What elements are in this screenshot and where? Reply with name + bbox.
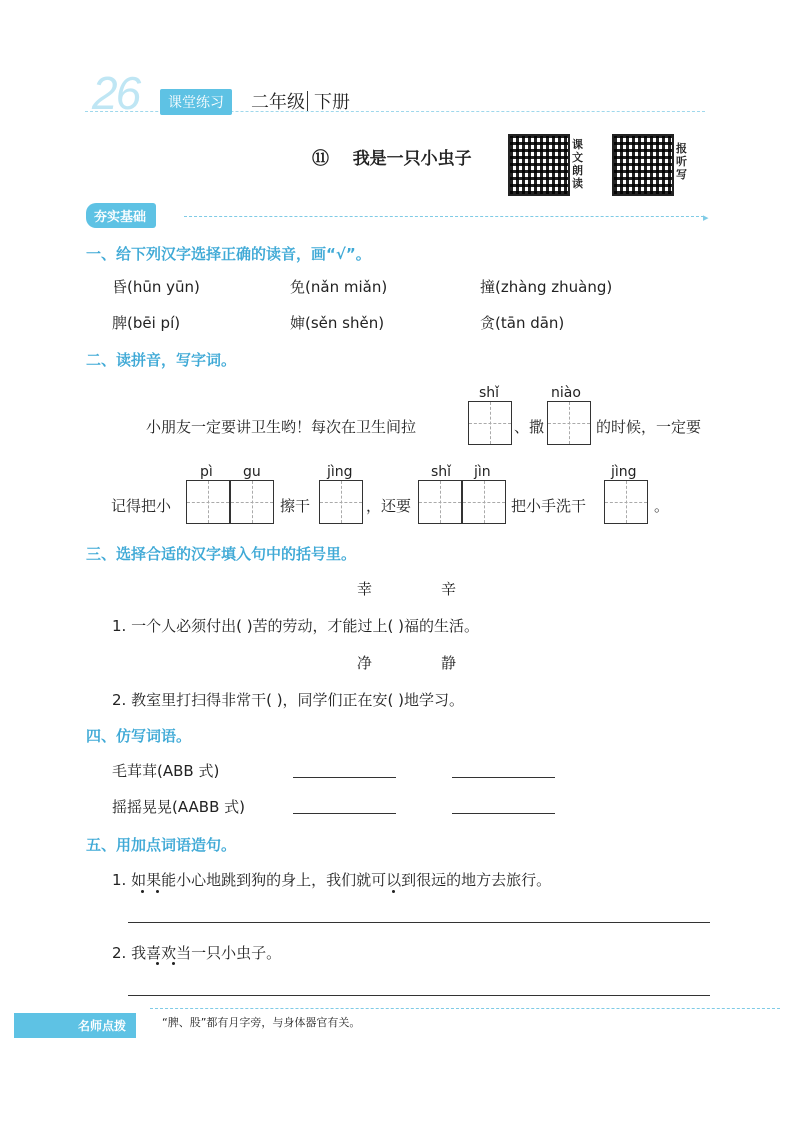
band-divider xyxy=(184,216,704,217)
pinyin-jin: jìn xyxy=(474,464,491,480)
answer-line[interactable] xyxy=(293,813,396,814)
sentence-part: 把小手洗干 xyxy=(511,497,587,515)
write-box[interactable] xyxy=(547,401,591,445)
grade-separator xyxy=(307,91,308,111)
pinyin-jing: jìng xyxy=(327,464,353,480)
fill-question-2[interactable]: 2. 教室里打扫得非常干( )，同学们正在安( )地学习。 xyxy=(112,691,465,709)
pinyin-item[interactable]: 贪(tān dān) xyxy=(480,314,565,332)
pinyin-shi: shǐ xyxy=(479,385,500,401)
sentence-question-1: 1. 如果能小心地跳到狗的身上，我们就可以到很远的地方去旅行。 xyxy=(112,871,552,889)
answer-line[interactable] xyxy=(293,777,396,778)
teacher-tip-label: 名师点拨 xyxy=(14,1013,136,1038)
volume-label: 下册 xyxy=(314,92,350,113)
section-tag: 课堂练习 xyxy=(160,89,232,115)
imitate-prompt: 摇摇晃晃(AABB 式) xyxy=(112,798,245,816)
imitate-prompt: 毛茸茸(ABB 式) xyxy=(112,762,220,780)
emphasis-dot xyxy=(392,890,395,893)
pinyin-item[interactable]: 撞(zhàng zhuàng) xyxy=(480,278,613,296)
write-box[interactable] xyxy=(319,480,363,524)
emphasis-dot xyxy=(172,962,175,965)
emphasis-dot xyxy=(156,962,159,965)
write-box[interactable] xyxy=(418,480,462,524)
pinyin-item[interactable]: 昏(hūn yūn) xyxy=(112,278,200,296)
pinyin-pi: pì xyxy=(200,464,213,480)
section2-title: 二、读拼音，写字词。 xyxy=(86,351,237,369)
write-box[interactable] xyxy=(186,480,230,524)
answer-line[interactable] xyxy=(128,922,710,923)
choice-char: 幸 xyxy=(357,580,373,598)
write-box[interactable] xyxy=(468,401,512,445)
lesson-name: 我是一只小虫子 xyxy=(352,149,472,169)
write-box[interactable] xyxy=(462,480,506,524)
fill-question-1[interactable]: 1. 一个人必须付出( )苦的劳动，才能过上( )福的生活。 xyxy=(112,617,480,635)
sentence-part: 小朋友一定要讲卫生哟！每次在卫生间拉 xyxy=(146,418,417,436)
write-box[interactable] xyxy=(230,480,274,524)
pinyin-item[interactable]: 脾(bēi pí) xyxy=(112,314,181,332)
section5-title: 五、用加点词语造句。 xyxy=(86,836,237,854)
answer-line[interactable] xyxy=(452,777,555,778)
pinyin-jing: jìng xyxy=(611,464,637,480)
pinyin-shi: shǐ xyxy=(431,464,452,480)
pinyin-gu: gu xyxy=(243,464,261,480)
sentence-part: 记得把小 xyxy=(111,497,172,515)
qr-label-dictation: 报听写 xyxy=(676,142,687,181)
pinyin-item[interactable]: 免(nǎn miǎn) xyxy=(290,278,388,296)
pinyin-niao: niào xyxy=(551,385,581,401)
section4-title: 四、仿写词语。 xyxy=(86,727,192,745)
qr-code-dictation[interactable] xyxy=(612,134,674,196)
sentence-part: 擦干 xyxy=(280,497,311,515)
sentence-question-2: 2. 我喜欢当一只小虫子。 xyxy=(112,944,282,962)
lesson-number: ⑪ xyxy=(312,149,329,169)
emphasis-dot xyxy=(156,890,159,893)
sentence-part: 的时候，一定要 xyxy=(596,418,702,436)
section3-title: 三、选择合适的汉字填入句中的括号里。 xyxy=(86,545,357,563)
emphasis-dot xyxy=(141,890,144,893)
qr-code-reading[interactable] xyxy=(508,134,570,196)
choice-char: 辛 xyxy=(441,580,457,598)
lesson-title xyxy=(312,144,472,169)
sentence-part: ，还要 xyxy=(366,497,412,515)
pinyin-item[interactable]: 婶(sěn shěn) xyxy=(290,314,385,332)
basics-band: 夯实基础 xyxy=(86,203,156,228)
footer-divider xyxy=(150,1008,780,1009)
teacher-tip-text: “脾、股”都有月字旁，与身体器官有关。 xyxy=(162,1016,361,1029)
choice-char: 静 xyxy=(441,654,457,672)
answer-line[interactable] xyxy=(128,995,710,996)
page-number: 26 xyxy=(92,67,140,119)
answer-line[interactable] xyxy=(452,813,555,814)
qr-label-reading: 课文朗读 xyxy=(572,138,583,190)
choice-char: 净 xyxy=(357,654,373,672)
section1-title: 一、给下列汉字选择正确的读音，画“√”。 xyxy=(86,245,371,263)
grade-label: 二年级 xyxy=(251,92,305,113)
write-box[interactable] xyxy=(604,480,648,524)
sentence-part: 。 xyxy=(654,497,670,515)
sentence-part: 、撒 xyxy=(514,418,545,436)
arrow-right-icon: ▸ xyxy=(703,211,709,224)
